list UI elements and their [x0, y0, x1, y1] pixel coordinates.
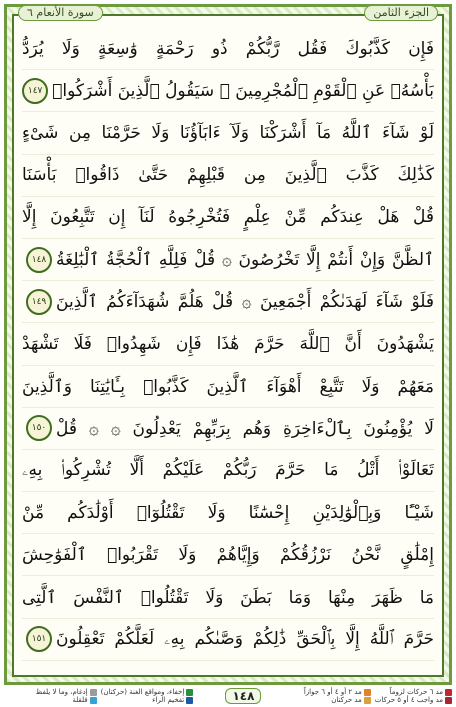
verse-line	[22, 619, 434, 661]
verse-line	[22, 155, 434, 197]
verse-text: مَعَهُمْ وَلَا تَتَّبِعْ أَهْوَآءَ ٱلَّذِينَ كَذَّبُوا۟ بِـَٔايَٰتِنَا وَٱلَّذِينَ	[22, 376, 434, 397]
verse-text: شَيْـًٔا وَبِٱلْوَٰلِدَيْنِ إِحْسَٰنًا وَلَا تَقْتُلُوٓا۟ أَوْلَٰدَكُم مِّنْ	[22, 502, 434, 523]
legend-item	[4, 688, 97, 696]
legend-item	[4, 696, 97, 704]
verse-line	[22, 408, 434, 450]
legend-item	[375, 696, 452, 704]
surah-name: سورة الأنعام ٦	[18, 5, 103, 21]
verse-text: مَا ظَهَرَ مِنْهَا وَمَا بَطَنَ وَلَا تَقْتُلُوا۟ ٱلنَّفْسَ ٱلَّتِى	[22, 587, 434, 608]
verse-line	[22, 450, 434, 492]
verse-line	[22, 576, 434, 618]
legend-label: مد ٦ حركات لزوماً	[389, 688, 443, 696]
legend-label: تفخيم الراء	[152, 696, 185, 704]
verse-line	[22, 492, 434, 534]
verse-line	[22, 366, 434, 408]
legend-swatch	[90, 689, 97, 696]
verse-text: فَإِن كَذَّبُوكَ فَقُل رَّبُّكُمْ ذُو رَحْمَةٍ وَٰسِعَةٍ وَلَا يُرَدُّ	[22, 38, 434, 59]
legend-label: إدغام، وما لا يلفظ	[35, 688, 88, 696]
verse-text: بَأْسُهُۥ عَنِ ٱلْقَوْمِ ٱلْمُجْرِمِينَ ۞ سَيَقُولُ ٱلَّذِينَ أَشْرَكُوا۟	[52, 80, 434, 101]
ayah-number-marker: ١٥٠	[26, 415, 52, 441]
page-header	[18, 4, 438, 22]
verse-line	[22, 281, 434, 323]
legend-item	[294, 688, 371, 696]
verse-line	[22, 70, 434, 112]
legend-label: قلقلة	[72, 696, 88, 704]
juz-name: الجزء الثامن	[364, 5, 438, 21]
verse-line	[22, 534, 434, 576]
tajweed-legend-right	[294, 688, 452, 704]
legend-label: مد واجب ٤ أو ٥ حركات	[374, 696, 443, 704]
legend-swatch	[186, 689, 193, 696]
legend-label: إخفاء، ومواقع الغنة (حركتان)	[100, 688, 185, 696]
verse-text: تَعَالَوْا۟ أَتْلُ مَا حَرَّمَ رَبُّكُمْ عَلَيْكُمْ أَلَّا تُشْرِكُوا۟ بِهِۦ	[22, 460, 434, 481]
verse-line	[22, 197, 434, 239]
verse-text: حَرَّمَ ٱللَّهُ إِلَّا بِٱلْحَقِّ ذَٰلِكُمْ وَصَّىٰكُم بِهِۦ لَعَلَّكُمْ تَعْقِلُونَ	[56, 629, 434, 650]
tajweed-legend-left	[4, 688, 193, 704]
legend-item	[101, 696, 194, 704]
legend-item	[101, 688, 194, 696]
legend-label: مد ٢ أو ٤ أو ٦ جوازاً	[303, 688, 362, 696]
legend-swatch	[445, 689, 452, 696]
verse-lines	[22, 28, 434, 661]
verse-text: إِمْلَٰقٍ نَّحْنُ نَرْزُقُكُمْ وَإِيَّاهُمْ وَلَا تَقْرَبُوا۟ ٱلْفَوَٰحِشَ	[22, 545, 434, 566]
verse-text: كَذَٰلِكَ كَذَّبَ ٱلَّذِينَ مِن قَبْلِهِمْ حَتَّىٰ ذَاقُوا۟ بَأْسَنَا	[22, 165, 434, 186]
legend-item	[375, 688, 452, 696]
legend-swatch	[90, 697, 97, 704]
legend-swatch	[364, 697, 371, 704]
legend-label: مد حركتان	[331, 696, 362, 704]
verse-text: فَلَوْ شَآءَ لَهَدَىٰكُمْ أَجْمَعِينَ ۞ قُلْ هَلُمَّ شُهَدَآءَكُمُ ٱلَّذِينَ	[56, 292, 434, 313]
verse-text: ٱلظَّنَّ وَإِنْ أَنتُمْ إِلَّا تَخْرُصُونَ ۞ قُلْ فَلِلَّهِ ٱلْحُجَّةُ ٱلْبَٰلِغَةُ	[56, 250, 434, 271]
verse-line	[22, 28, 434, 70]
legend-swatch	[445, 697, 452, 704]
legend-item	[294, 696, 371, 704]
legend-swatch	[186, 697, 193, 704]
legend-swatch	[364, 689, 371, 696]
page-footer	[4, 687, 452, 705]
ayah-number-marker: ١٤٧	[22, 78, 48, 104]
verse-line	[22, 323, 434, 365]
ayah-number-marker: ١٤٨	[26, 247, 52, 273]
verse-text: لَا يُؤْمِنُونَ بِٱلْءَاخِرَةِ وَهُم بِرَبِّهِمْ يَعْدِلُونَ ۞ ۞ قُلْ	[56, 418, 434, 439]
page-number: ١٤٨	[225, 688, 261, 704]
verse-line	[22, 112, 434, 154]
verse-text: يَشْهَدُونَ أَنَّ ٱللَّهَ حَرَّمَ هَٰذَا فَإِن شَهِدُوا۟ فَلَا تَشْهَدْ	[22, 333, 434, 354]
ayah-number-marker: ١٥١	[26, 626, 52, 652]
verse-text: لَوْ شَآءَ ٱللَّهُ مَآ أَشْرَكْنَا وَلَآ ءَابَآؤُنَا وَلَا حَرَّمْنَا مِن شَىْءٍ	[22, 123, 434, 144]
verse-line	[22, 239, 434, 281]
verse-text: قُلْ هَلْ عِندَكُم مِّنْ عِلْمٍ فَتُخْرِجُوهُ لَنَآ إِن تَتَّبِعُونَ إِلَّا	[22, 207, 434, 228]
ayah-number-marker: ١٤٩	[26, 289, 52, 315]
